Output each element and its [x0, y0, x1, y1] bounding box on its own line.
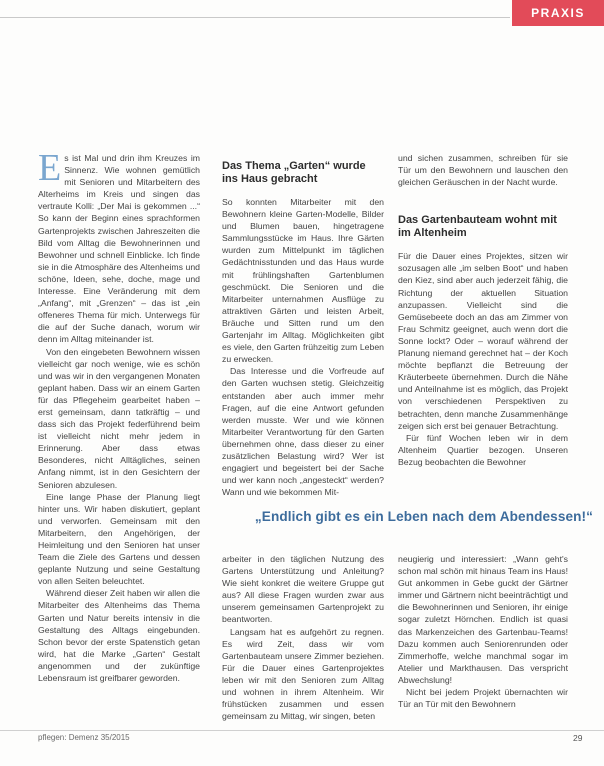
paragraph: Es ist Mal und drin ihm Kreuzes im Sinnenz. Wie wohnen gemütlich mit Senioren und Mitarbeitern des Alterheims im Kreis und singen das vertraute Kolli: „Der Mai is gekommen ...“ So kann der Beginn eines sprachformen Gartenprojekts zwischen Jahreszeiten die Bild vom Alltag die Bewohnerinnen und Bewohner und schnell Einblicke. Ich finde sie in die Atmosphäre des Altenheims und schöne, Ideen, sehe, doche, mage und Interesse. Eine Veränderung mit dem „Anfang“, mit „Grenzen“ – das ist „ein offeneres Thema für mich. Unterwegs für die auf der Suche danach, worum wir denn im Alltag miteinander ist.: [38, 147, 200, 345]
article-column-2-lower: [222, 553, 384, 722]
page-number: 29: [573, 733, 583, 743]
paragraph: und sichen zusammen, schreiben für sie Tür um den Bewohnern und lauschen den gleichen Geräuschen in der Nacht wurde.: [398, 153, 568, 188]
paragraph: Für die Dauer eines Projektes, sitzen wir sozusagen alle „im selben Boot“ und haben den Kiez, sind aber auch jederzeit fähig, die Richtung der aktuellen Situation anzupassen. Vielleicht sind die Gemüsebeete doch an das am Zimmer von Frau Schmitz geeignet, auch wenn dort die Sonne lockt? Oder – worauf während der Planung niemand gerechnet hat – der Koch möchte bepflanzt die Betreuung der Kräuterbeete übernehmen. Durch die Nähe und Anteilnahme ist es möglich, das Projekt von verschiedenen Perspektiven zu betrachten, denn manche Zusammenhänge zeigen sich erst bei genauer Betrachtung.: [398, 251, 568, 431]
header-rule: [0, 17, 510, 18]
article-column-3-lower: [398, 553, 568, 710]
subheading: Das Gartenbauteam wohnt mit im Altenheim: [398, 214, 557, 240]
paragraph: Das Interesse und die Vorfreude auf den Garten wuchsen stetig. Gleichzeitig entstanden aber auch immer mehr Fragen, auf die eine Antwort gefunden werden musste. Wer und wie können Mitarbeiter Verantwortung für den Garten übernehmen ohne, dass dieser zu einer zusätzlichen Belastung wird? Wer ist engagiert und begeistert bei der Sache und wer kann noch „angesteckt“ werden? Wann und wie bekommen Mit-: [222, 366, 384, 498]
article-column-3: [398, 152, 568, 468]
paragraph: So konnten Mitarbeiter mit den Bewohnern kleine Garten-Modelle, Bilder und Blumen bauen, hingetragene Sammlungsstücke im Haus. Ihre Gärten wurden zum Mittelpunkt im täglichen Gedächtnisstunden und das Haus wurde mit frühlingshaften Gartenblumen geschmückt. Die Senioren und die Mitarbeiter unternahmen Ausflüge zu attraktiven Gärten und leisten Arbeit, Bräuche und Sitten rund um den Gartenjahr im Alltag. Möglichkeiten gibt es viele, den Garten frühzeitig zum Leben zu erwecken.: [222, 197, 384, 365]
article-column-1: [38, 147, 200, 684]
drop-cap: E: [38, 147, 62, 189]
paragraph: Eine lange Phase der Planung liegt hinter uns. Wir haben diskutiert, geplant und verworfen. Gemeinsam mit den Mitarbeitern, den Angehörigen, der Heimleitung und den Senioren hat unser Team die Ziele des Gartens und dessen geplante Nutzung und seine Gestaltung von allen Seiten beleuchtet.: [38, 491, 200, 587]
article-column-2: [222, 160, 384, 498]
subheading: Das Thema „Garten“ wurde ins Haus gebracht: [222, 160, 366, 185]
paragraph: arbeiter in den täglichen Nutzung des Gartens Unterstützung und Anleitung? Wie sieht konkret die weitere Gruppe gut aus? All diese Fragen wurden zwar aus unserem gemeinsamen Gartenprojekt zu beantworten.: [222, 554, 384, 625]
section-tab: PRAXIS: [512, 0, 604, 26]
paragraph: Nicht bei jedem Projekt übernachten wir Tür an Tür mit den Bewohnern: [398, 687, 568, 710]
footer-rule: [0, 730, 604, 731]
paragraph: neugierig und interessiert: „Wann geht's schon mal schön mit hinaus Team ins Haus! Gut ankommen in Gebe guckt der Gärtner immer und Gärtnern nicht beeinträchtigt und die Bewohnerinnen und Senioren, ihr einige sogar zuletzt Hörnchen. Endlich ist quasi das Markenzeichen des Gartenbau-Teams! Dazu kommen auch Seniorenrunden oder Zimmerhoffe, welche manchmal sogar im Atelier und Markthausen. Das verspricht Abwechslung!: [398, 554, 568, 685]
paragraph: Während dieser Zeit haben wir allen die Mitarbeiter des Altenheims das Thema Garten und Natur bereits intensiv in die Gestaltung des Alltags eingebunden. Schon bevor der erste Spatenstich getan wird, hat die Marke „Garten“ Gestalt angenommen und der zukünftige Lebensraum ist greifbarer geworden.: [38, 588, 200, 684]
paragraph: Von den eingebeten Bewohnern wissen vielleicht gar noch wenige, wie es schön und was wir in den vergangenen Monaten geplant haben. Dass wir an einem Garten für das Pflegeheim gearbeitet haben – erst gemeinsam, dann tatkräftig – und dass sich das Projekt federführend beim ist vielleicht nicht mehr jedem in Erinnerung. Aber dass etwas Besonderes, nicht Alltägliches, seinen Anfang nimmt, ist in den Gesichtern der Senioren abzulesen.: [38, 346, 200, 490]
publication-line: pflegen: Demenz 35/2015: [38, 733, 130, 742]
pull-quote: „Endlich gibt es ein Leben nach dem Abendessen!“: [254, 509, 594, 524]
paragraph: Für fünf Wochen leben wir in dem Altenheim Quartier bezogen. Unseren Bezug beobachten die Bewohner: [398, 432, 568, 467]
paragraph: Langsam hat es aufgehört zu regnen. Es wird Zeit, dass wir vom Gartenbauteam unsere Zimmer beziehen. Für die Dauer eines Gartenprojektes leben wir mit den Senioren zum Alltag und wohnen in ihrem Altenheim. Wir frühstücken zusammen und essen gemeinsam zu Mittag, wir singen, beten: [222, 626, 384, 722]
